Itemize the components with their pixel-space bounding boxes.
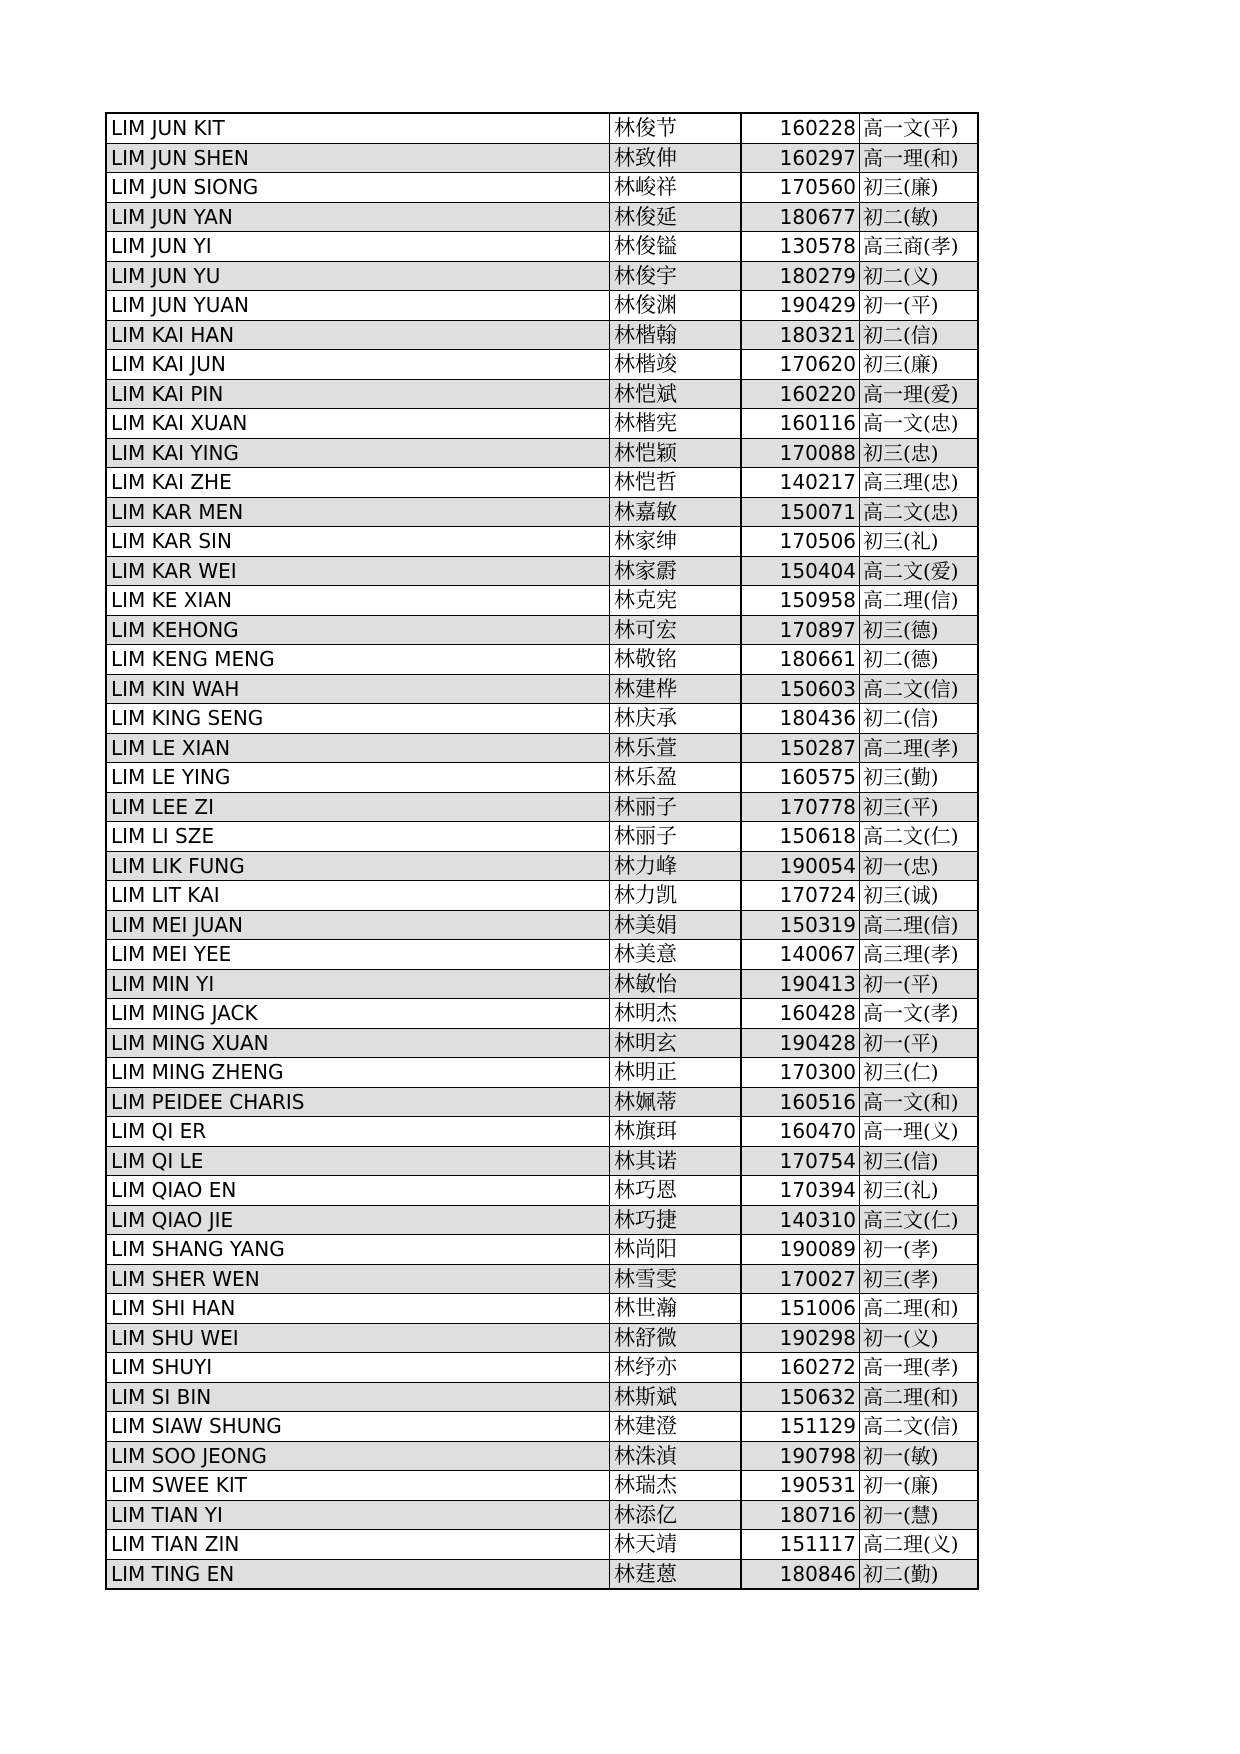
student-id-cell: 140217 — [741, 468, 860, 498]
chinese-name-cell: 林力凯 — [610, 881, 742, 911]
student-name-cell: LIM QI ER — [106, 1117, 610, 1147]
chinese-name-cell: 林舒微 — [610, 1323, 742, 1353]
student-name-cell: LIM KAI HAN — [106, 320, 610, 350]
student-name-cell: LIM JUN SHEN — [106, 143, 610, 173]
student-id-cell: 170754 — [741, 1146, 860, 1176]
table-row — [106, 1500, 978, 1530]
student-name-cell: LIM SI BIN — [106, 1382, 610, 1412]
chinese-name-cell: 林峻祥 — [610, 173, 742, 203]
student-id-cell: 150618 — [741, 822, 860, 852]
student-name-cell: LIM MING JACK — [106, 999, 610, 1029]
class-cell: 高一文(孝) — [860, 999, 979, 1029]
chinese-name-cell: 林俊镒 — [610, 232, 742, 262]
student-name-cell: LIM KAR MEN — [106, 497, 610, 527]
chinese-name-cell: 林楷翰 — [610, 320, 742, 350]
chinese-name-cell: 林巧恩 — [610, 1176, 742, 1206]
student-name-cell: LIM TING EN — [106, 1559, 610, 1589]
table-row — [106, 1323, 978, 1353]
class-cell: 高二理(信) — [860, 586, 979, 616]
class-cell: 初一(平) — [860, 969, 979, 999]
table-row — [106, 1441, 978, 1471]
class-cell: 初一(慧) — [860, 1500, 979, 1530]
student-name-cell: LIM SIAW SHUNG — [106, 1412, 610, 1442]
student-name-cell: LIM LIT KAI — [106, 881, 610, 911]
table-row — [106, 1559, 978, 1589]
class-cell: 初二(德) — [860, 645, 979, 675]
student-id-cell: 170724 — [741, 881, 860, 911]
class-cell: 初一(廉) — [860, 1471, 979, 1501]
class-cell: 初三(德) — [860, 615, 979, 645]
student-id-cell: 170506 — [741, 527, 860, 557]
class-cell: 高二文(信) — [860, 674, 979, 704]
student-name-cell: LIM JUN YUAN — [106, 291, 610, 321]
class-cell: 初二(敏) — [860, 202, 979, 232]
student-id-cell: 190089 — [741, 1235, 860, 1265]
class-cell: 高一文(忠) — [860, 409, 979, 439]
chinese-name-cell: 林敏怡 — [610, 969, 742, 999]
student-name-cell: LIM KAR SIN — [106, 527, 610, 557]
class-cell: 初三(勤) — [860, 763, 979, 793]
chinese-name-cell: 林世瀚 — [610, 1294, 742, 1324]
student-name-cell: LIM LI SZE — [106, 822, 610, 852]
chinese-name-cell: 林丽子 — [610, 822, 742, 852]
student-id-cell: 150603 — [741, 674, 860, 704]
student-roster-table — [105, 112, 979, 1590]
chinese-name-cell: 林雪雯 — [610, 1264, 742, 1294]
table-row — [106, 438, 978, 468]
chinese-name-cell: 林纾亦 — [610, 1353, 742, 1383]
student-name-cell: LIM KAI JUN — [106, 350, 610, 380]
chinese-name-cell: 林明玄 — [610, 1028, 742, 1058]
class-cell: 初三(礼) — [860, 1176, 979, 1206]
student-id-cell: 150319 — [741, 910, 860, 940]
student-id-cell: 160470 — [741, 1117, 860, 1147]
class-cell: 高一理(爱) — [860, 379, 979, 409]
table-row — [106, 969, 978, 999]
chinese-name-cell: 林其诺 — [610, 1146, 742, 1176]
chinese-name-cell: 林明正 — [610, 1058, 742, 1088]
chinese-name-cell: 林洙湞 — [610, 1441, 742, 1471]
class-cell: 初三(廉) — [860, 350, 979, 380]
chinese-name-cell: 林乐盈 — [610, 763, 742, 793]
chinese-name-cell: 林致伸 — [610, 143, 742, 173]
table-row — [106, 822, 978, 852]
class-cell: 高二理(和) — [860, 1294, 979, 1324]
chinese-name-cell: 林美娟 — [610, 910, 742, 940]
student-id-cell: 160116 — [741, 409, 860, 439]
chinese-name-cell: 林美意 — [610, 940, 742, 970]
class-cell: 初三(忠) — [860, 438, 979, 468]
chinese-name-cell: 林瑞杰 — [610, 1471, 742, 1501]
student-name-cell: LIM QIAO JIE — [106, 1205, 610, 1235]
table-row — [106, 232, 978, 262]
table-row — [106, 1382, 978, 1412]
table-row — [106, 645, 978, 675]
student-id-cell: 140067 — [741, 940, 860, 970]
chinese-name-cell: 林莛蒽 — [610, 1559, 742, 1589]
class-cell: 初二(信) — [860, 704, 979, 734]
table-row — [106, 409, 978, 439]
roster-body — [106, 113, 978, 1589]
student-id-cell: 170300 — [741, 1058, 860, 1088]
class-cell: 高三商(孝) — [860, 232, 979, 262]
student-name-cell: LIM MIN YI — [106, 969, 610, 999]
chinese-name-cell: 林家霨 — [610, 556, 742, 586]
class-cell: 初三(信) — [860, 1146, 979, 1176]
student-id-cell: 160575 — [741, 763, 860, 793]
table-row — [106, 763, 978, 793]
table-row — [106, 350, 978, 380]
student-name-cell: LIM QI LE — [106, 1146, 610, 1176]
class-cell: 初三(孝) — [860, 1264, 979, 1294]
chinese-name-cell: 林俊渊 — [610, 291, 742, 321]
student-id-cell: 170394 — [741, 1176, 860, 1206]
table-row — [106, 527, 978, 557]
student-name-cell: LIM JUN YU — [106, 261, 610, 291]
student-id-cell: 160516 — [741, 1087, 860, 1117]
class-cell: 高二文(爱) — [860, 556, 979, 586]
student-id-cell: 151117 — [741, 1530, 860, 1560]
chinese-name-cell: 林天靖 — [610, 1530, 742, 1560]
student-name-cell: LIM TIAN YI — [106, 1500, 610, 1530]
table-row — [106, 202, 978, 232]
student-id-cell: 190798 — [741, 1441, 860, 1471]
student-id-cell: 150958 — [741, 586, 860, 616]
table-row — [106, 468, 978, 498]
table-row — [106, 1205, 978, 1235]
student-id-cell: 190413 — [741, 969, 860, 999]
student-name-cell: LIM KE XIAN — [106, 586, 610, 616]
table-row — [106, 586, 978, 616]
table-row — [106, 556, 978, 586]
table-row — [106, 379, 978, 409]
student-id-cell: 180846 — [741, 1559, 860, 1589]
student-name-cell: LIM LE XIAN — [106, 733, 610, 763]
student-name-cell: LIM JUN SIONG — [106, 173, 610, 203]
student-id-cell: 160272 — [741, 1353, 860, 1383]
class-cell: 初三(诚) — [860, 881, 979, 911]
table-row — [106, 674, 978, 704]
student-name-cell: LIM JUN YI — [106, 232, 610, 262]
chinese-name-cell: 林俊延 — [610, 202, 742, 232]
chinese-name-cell: 林家绅 — [610, 527, 742, 557]
class-cell: 初三(礼) — [860, 527, 979, 557]
table-row — [106, 1294, 978, 1324]
table-row — [106, 851, 978, 881]
chinese-name-cell: 林斯斌 — [610, 1382, 742, 1412]
class-cell: 高二文(仁) — [860, 822, 979, 852]
chinese-name-cell: 林建澄 — [610, 1412, 742, 1442]
table-row — [106, 881, 978, 911]
student-id-cell: 160297 — [741, 143, 860, 173]
student-name-cell: LIM KAI YING — [106, 438, 610, 468]
student-id-cell: 180321 — [741, 320, 860, 350]
table-row — [106, 113, 978, 143]
table-row — [106, 291, 978, 321]
chinese-name-cell: 林克宪 — [610, 586, 742, 616]
student-id-cell: 170897 — [741, 615, 860, 645]
student-id-cell: 151129 — [741, 1412, 860, 1442]
student-id-cell: 190429 — [741, 291, 860, 321]
student-name-cell: LIM SWEE KIT — [106, 1471, 610, 1501]
table-row — [106, 1176, 978, 1206]
class-cell: 初二(信) — [860, 320, 979, 350]
table-row — [106, 999, 978, 1029]
student-name-cell: LIM LEE ZI — [106, 792, 610, 822]
chinese-name-cell: 林明杰 — [610, 999, 742, 1029]
table-row — [106, 143, 978, 173]
student-id-cell: 190054 — [741, 851, 860, 881]
student-id-cell: 180677 — [741, 202, 860, 232]
student-name-cell: LIM KIN WAH — [106, 674, 610, 704]
chinese-name-cell: 林乐萱 — [610, 733, 742, 763]
class-cell: 高一文(平) — [860, 113, 979, 143]
table-row — [106, 261, 978, 291]
class-cell: 初一(敏) — [860, 1441, 979, 1471]
table-row — [106, 704, 978, 734]
class-cell: 高一文(和) — [860, 1087, 979, 1117]
student-name-cell: LIM MING XUAN — [106, 1028, 610, 1058]
table-row — [106, 792, 978, 822]
student-name-cell: LIM JUN YAN — [106, 202, 610, 232]
table-row — [106, 320, 978, 350]
student-id-cell: 180716 — [741, 1500, 860, 1530]
table-row — [106, 1530, 978, 1560]
class-cell: 初二(勤) — [860, 1559, 979, 1589]
chinese-name-cell: 林楷竣 — [610, 350, 742, 380]
student-id-cell: 170560 — [741, 173, 860, 203]
student-name-cell: LIM SHANG YANG — [106, 1235, 610, 1265]
student-id-cell: 151006 — [741, 1294, 860, 1324]
class-cell: 高一理(义) — [860, 1117, 979, 1147]
student-id-cell: 190298 — [741, 1323, 860, 1353]
student-name-cell: LIM MEI YEE — [106, 940, 610, 970]
student-id-cell: 150071 — [741, 497, 860, 527]
table-row — [106, 1028, 978, 1058]
student-name-cell: LIM KAR WEI — [106, 556, 610, 586]
student-id-cell: 170778 — [741, 792, 860, 822]
chinese-name-cell: 林俊节 — [610, 113, 742, 143]
chinese-name-cell: 林巧捷 — [610, 1205, 742, 1235]
table-row — [106, 497, 978, 527]
class-cell: 高二理(和) — [860, 1382, 979, 1412]
class-cell: 初一(义) — [860, 1323, 979, 1353]
student-id-cell: 150404 — [741, 556, 860, 586]
table-row — [106, 1264, 978, 1294]
table-row — [106, 173, 978, 203]
student-id-cell: 190531 — [741, 1471, 860, 1501]
student-name-cell: LIM LE YING — [106, 763, 610, 793]
student-name-cell: LIM KAI PIN — [106, 379, 610, 409]
class-cell: 高二理(孝) — [860, 733, 979, 763]
student-name-cell: LIM KAI XUAN — [106, 409, 610, 439]
class-cell: 高三文(仁) — [860, 1205, 979, 1235]
class-cell: 初一(孝) — [860, 1235, 979, 1265]
student-id-cell: 140310 — [741, 1205, 860, 1235]
class-cell: 初一(忠) — [860, 851, 979, 881]
chinese-name-cell: 林恺斌 — [610, 379, 742, 409]
table-row — [106, 615, 978, 645]
class-cell: 高一理(和) — [860, 143, 979, 173]
chinese-name-cell: 林建桦 — [610, 674, 742, 704]
chinese-name-cell: 林嘉敏 — [610, 497, 742, 527]
chinese-name-cell: 林尚阳 — [610, 1235, 742, 1265]
chinese-name-cell: 林可宏 — [610, 615, 742, 645]
class-cell: 初三(廉) — [860, 173, 979, 203]
chinese-name-cell: 林丽子 — [610, 792, 742, 822]
student-name-cell: LIM SHER WEN — [106, 1264, 610, 1294]
class-cell: 高二理(义) — [860, 1530, 979, 1560]
chinese-name-cell: 林姵蒂 — [610, 1087, 742, 1117]
student-id-cell: 130578 — [741, 232, 860, 262]
student-name-cell: LIM KENG MENG — [106, 645, 610, 675]
table-row — [106, 1235, 978, 1265]
chinese-name-cell: 林敬铭 — [610, 645, 742, 675]
class-cell: 初三(仁) — [860, 1058, 979, 1088]
chinese-name-cell: 林添亿 — [610, 1500, 742, 1530]
table-row — [106, 1146, 978, 1176]
table-row — [106, 1058, 978, 1088]
student-id-cell: 180279 — [741, 261, 860, 291]
chinese-name-cell: 林恺哲 — [610, 468, 742, 498]
student-name-cell: LIM PEIDEE CHARIS — [106, 1087, 610, 1117]
student-name-cell: LIM SOO JEONG — [106, 1441, 610, 1471]
student-name-cell: LIM MING ZHENG — [106, 1058, 610, 1088]
student-id-cell: 170027 — [741, 1264, 860, 1294]
class-cell: 高一理(孝) — [860, 1353, 979, 1383]
table-row — [106, 1471, 978, 1501]
student-id-cell: 160220 — [741, 379, 860, 409]
chinese-name-cell: 林恺颖 — [610, 438, 742, 468]
student-name-cell: LIM KEHONG — [106, 615, 610, 645]
student-name-cell: LIM LIK FUNG — [106, 851, 610, 881]
chinese-name-cell: 林力峰 — [610, 851, 742, 881]
student-name-cell: LIM KAI ZHE — [106, 468, 610, 498]
class-cell: 高二文(忠) — [860, 497, 979, 527]
student-id-cell: 160228 — [741, 113, 860, 143]
student-name-cell: LIM TIAN ZIN — [106, 1530, 610, 1560]
chinese-name-cell: 林旗珥 — [610, 1117, 742, 1147]
table-row — [106, 910, 978, 940]
student-name-cell: LIM SHUYI — [106, 1353, 610, 1383]
student-id-cell: 180661 — [741, 645, 860, 675]
class-cell: 高三理(忠) — [860, 468, 979, 498]
class-cell: 初三(平) — [860, 792, 979, 822]
class-cell: 高二理(信) — [860, 910, 979, 940]
student-id-cell: 170620 — [741, 350, 860, 380]
chinese-name-cell: 林楷宪 — [610, 409, 742, 439]
student-name-cell: LIM SHI HAN — [106, 1294, 610, 1324]
table-row — [106, 733, 978, 763]
table-row — [106, 1117, 978, 1147]
student-name-cell: LIM KING SENG — [106, 704, 610, 734]
student-id-cell: 180436 — [741, 704, 860, 734]
student-id-cell: 150287 — [741, 733, 860, 763]
chinese-name-cell: 林庆承 — [610, 704, 742, 734]
class-cell: 初一(平) — [860, 1028, 979, 1058]
table-row — [106, 1087, 978, 1117]
class-cell: 高二文(信) — [860, 1412, 979, 1442]
student-id-cell: 170088 — [741, 438, 860, 468]
student-id-cell: 160428 — [741, 999, 860, 1029]
chinese-name-cell: 林俊宇 — [610, 261, 742, 291]
class-cell: 初二(义) — [860, 261, 979, 291]
class-cell: 高三理(孝) — [860, 940, 979, 970]
table-row — [106, 1353, 978, 1383]
student-name-cell: LIM JUN KIT — [106, 113, 610, 143]
student-name-cell: LIM QIAO EN — [106, 1176, 610, 1206]
student-name-cell: LIM SHU WEI — [106, 1323, 610, 1353]
table-row — [106, 1412, 978, 1442]
student-id-cell: 150632 — [741, 1382, 860, 1412]
table-row — [106, 940, 978, 970]
class-cell: 初一(平) — [860, 291, 979, 321]
student-id-cell: 190428 — [741, 1028, 860, 1058]
student-name-cell: LIM MEI JUAN — [106, 910, 610, 940]
